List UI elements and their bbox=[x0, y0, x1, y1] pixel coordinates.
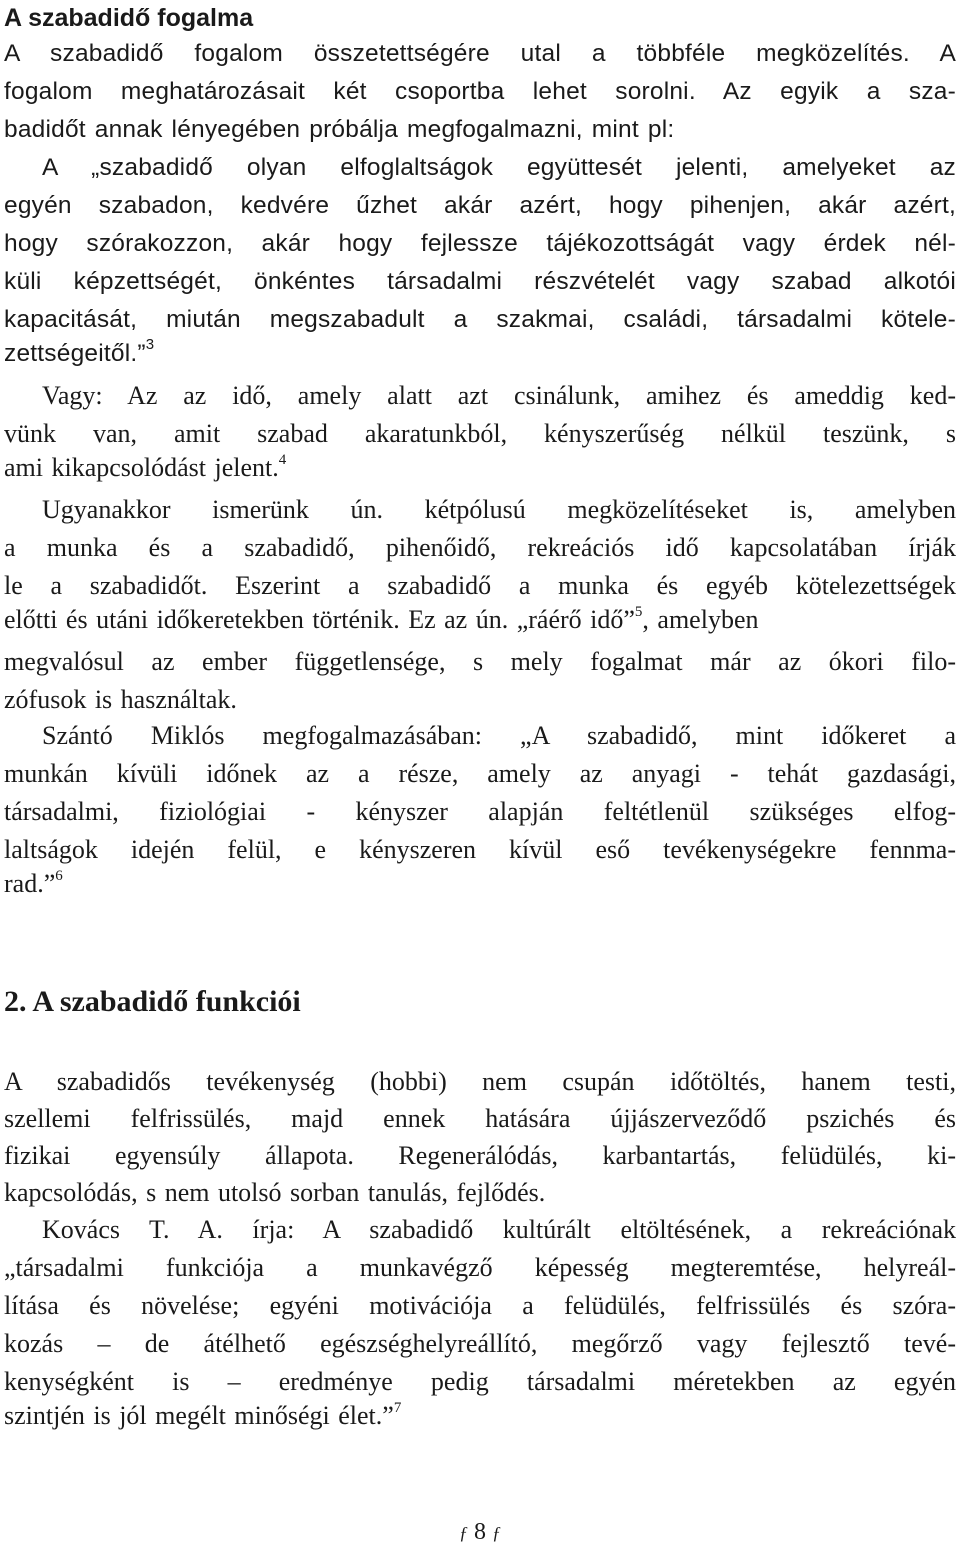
paragraph-line: munkán kívüli időnek az a része, amely az anyagi - tehát gazdasági, bbox=[4, 759, 956, 788]
paragraph-line: vünk van, amit szabad akaratunkból, kényszerűség nélkül teszünk, s bbox=[4, 419, 956, 448]
paragraph-line-with-footnote bbox=[4, 1399, 956, 1433]
section-heading: 2. A szabadidő funkciói bbox=[4, 985, 301, 1018]
footnote-marker: 4 bbox=[278, 452, 287, 468]
paragraph-line: megvalósul az ember függetlensége, s mely fogalmat már az ókori filo- bbox=[4, 647, 956, 676]
paragraph-line-with-footnote bbox=[4, 451, 956, 485]
footnote-marker: 6 bbox=[55, 868, 63, 884]
paragraph-line: a munka és a szabadidő, pihenőidő, rekreációs idő kapcsolatában írják bbox=[4, 533, 956, 562]
paragraph-line-with-footnote bbox=[4, 867, 956, 901]
paragraph-line: Szántó Miklós megfogalmazásában: „A szabadidő, mint időkeret a bbox=[42, 721, 956, 750]
paragraph-line: badidőt annak lényegében próbálja megfogalmazni, mint pl: bbox=[4, 116, 675, 143]
paragraph-text: előtti és utáni időkeretekben történik. Ez az ún. „ráérő idő” bbox=[4, 605, 635, 634]
paragraph-line: Vagy: Az az idő, amely alatt azt csinálunk, amihez és ameddig ked- bbox=[42, 381, 956, 410]
paragraph-text: , amelyben bbox=[642, 605, 759, 634]
footnote-marker: 5 bbox=[634, 604, 643, 620]
paragraph-line: kapacitását, miután megszabadult a szakmai, családi, társadalmi kötele- bbox=[4, 306, 956, 333]
paragraph-line: szellemi felfrissülés, majd ennek hatására újjászerveződő pszichés és bbox=[4, 1104, 956, 1133]
paragraph-line: zófusok is használtak. bbox=[4, 685, 237, 714]
ornament-right: ƒ bbox=[492, 1523, 501, 1543]
paragraph-line: egyén szabadon, kedvére űzhet akár azért, hogy pihenjen, akár azért, bbox=[4, 192, 956, 219]
paragraph-line: fogalom meghatározásait két csoportba lehet sorolni. Az egyik a sza- bbox=[4, 78, 956, 105]
ornament-left: ƒ bbox=[459, 1523, 468, 1543]
paragraph-line: „társadalmi funkciója a munkavégző képesség megteremtése, helyreál- bbox=[4, 1253, 956, 1282]
footnote-marker: 7 bbox=[393, 1400, 402, 1416]
paragraph-line: kenységként is – eredménye pedig társadalmi méretekben az egyén bbox=[4, 1367, 956, 1396]
paragraph-line: fizikai egyensúly állapota. Regenerálódás, karbantartás, felüdülés, ki- bbox=[4, 1141, 956, 1170]
paragraph-line-with-footnote bbox=[4, 603, 956, 637]
paragraph-line: A „szabadidő olyan elfoglaltságok együttesét jelenti, amelyeket az bbox=[42, 154, 956, 181]
paragraph-text: rad.” bbox=[4, 869, 56, 898]
paragraph-line: A szabadidős tevékenység (hobbi) nem csupán időtöltés, hanem testi, bbox=[4, 1067, 956, 1096]
paragraph-line: hogy szórakozzon, akár hogy fejlessze tájékozottságát vagy érdek nél- bbox=[4, 230, 956, 257]
paragraph-line: kozás – de átélhető egészséghelyreállító, megőrző vagy fejlesztő tevé- bbox=[4, 1329, 956, 1358]
paragraph-line: A szabadidő fogalom összetettségére utal a többféle megközelítés. A bbox=[4, 40, 956, 67]
footnote-marker: 3 bbox=[145, 337, 155, 353]
paragraph-line: küli képzettségét, önkéntes társadalmi részvételét vagy szabad alkotói bbox=[4, 268, 956, 295]
paragraph-line: Kovács T. A. írja: A szabadidő kultúrált eltöltésének, a rekreációnak bbox=[42, 1215, 956, 1244]
paragraph-line: társadalmi, fiziológiai - kényszer alapján feltétlenül szükséges elfog- bbox=[4, 797, 956, 826]
paragraph-line: laltságok idején felül, e kényszeren kívül eső tevékenységekre fennma- bbox=[4, 835, 956, 864]
paragraph-line-with-footnote bbox=[4, 337, 956, 371]
paragraph-text: szintjén is jól megélt minőségi élet.” bbox=[4, 1401, 394, 1430]
section-title: A szabadidő fogalma bbox=[4, 4, 254, 32]
paragraph-line: kapcsolódás, s nem utolsó sorban tanulás, fejlődés. bbox=[4, 1178, 546, 1207]
paragraph-text: zettségeitől.” bbox=[4, 340, 146, 367]
page-number: 8 bbox=[474, 1519, 486, 1545]
paragraph-line: Ugyanakkor ismerünk ún. kétpólusú megközelítéseket is, amelyben bbox=[42, 495, 956, 524]
paragraph-line: le a szabadidőt. Eszerint a szabadidő a munka és egyéb kötelezettségek bbox=[4, 571, 956, 600]
page-footer bbox=[0, 1519, 960, 1546]
paragraph-line: lítása és növelése; egyéni motivációja a felüdülés, felfrissülés és szóra- bbox=[4, 1291, 956, 1320]
paragraph-text: ami kikapcsolódást jelent. bbox=[4, 453, 279, 482]
